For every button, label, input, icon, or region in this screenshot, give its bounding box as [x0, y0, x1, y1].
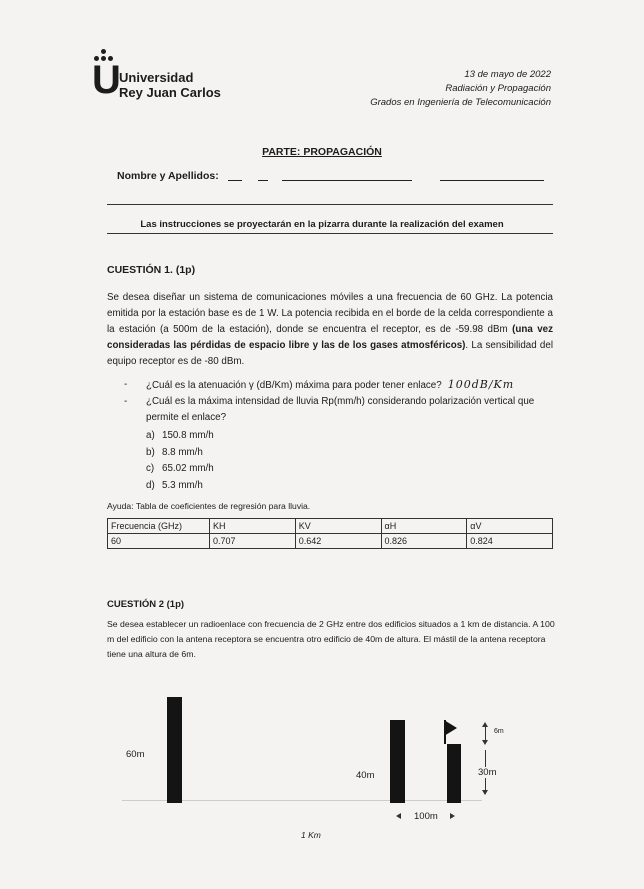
logo-u-mark: U [92, 58, 121, 102]
table-header-cell: αV [467, 519, 553, 534]
header-info [370, 68, 551, 110]
question-1-bullets [124, 377, 574, 426]
q1-bullet-1 [124, 377, 574, 394]
table-header-cell: Frecuencia (GHz) [108, 519, 210, 534]
option-c [146, 461, 214, 478]
label-6m: 6m [494, 728, 504, 735]
degree-name: Grados en Ingeniería de Telecomunicación [370, 97, 551, 108]
q1-text-bold: (una vez consideradas las pérdidas de espacio libre y las de los gases atmosféricos) [107, 324, 553, 351]
table-cell: 0.642 [295, 534, 381, 549]
obstacle-building [390, 720, 405, 803]
option-a [146, 428, 214, 445]
handwritten-answer: 100dB/Km [447, 378, 515, 391]
table-header-cell: αH [381, 519, 467, 534]
exam-date: 13 de mayo de 2022 [464, 69, 551, 80]
table-row [108, 534, 553, 549]
arrow-right-icon [450, 813, 455, 819]
name-line-2 [258, 180, 268, 181]
question-1-statement [107, 290, 553, 370]
q1-bullet-1-text: ¿Cuál es la atenuación γ (dB/Km) máxima para poder tener enlace? [146, 380, 442, 391]
option-letter: a) [146, 430, 155, 441]
arrow-up-icon [482, 722, 488, 727]
table-header-row [108, 519, 553, 534]
dim-6m-line [485, 726, 486, 740]
arrow-down-icon [482, 790, 488, 795]
label-100m: 100m [414, 811, 438, 822]
option-b [146, 445, 214, 462]
instructions-text: Las instrucciones se proyectarán en la pizarra durante la realización del examen [140, 219, 504, 230]
ayuda-caption: Ayuda: Tabla de coeficientes de regresión para lluvia. [107, 501, 311, 511]
option-value: 8.8 mm/h [162, 446, 203, 458]
antenna-mast [444, 720, 446, 744]
label-30m: 30m [478, 767, 497, 778]
subject-name: Radiación y Propagación [445, 83, 551, 94]
q1-options [146, 428, 214, 494]
parte-title: PARTE: PROPAGACIÓN [262, 146, 382, 158]
name-line-1 [228, 180, 242, 181]
table-cell: 0.826 [381, 534, 467, 549]
nombre-label: Nombre y Apellidos: [117, 170, 219, 182]
question-2-title: CUESTIÓN 2 (1p) [107, 599, 185, 610]
option-letter: b) [146, 446, 155, 458]
question-1-title: CUESTIÓN 1. (1p) [107, 264, 196, 276]
divider-top [107, 204, 553, 205]
receiver-building [447, 744, 461, 803]
arrow-down-icon [482, 740, 488, 745]
option-value: 65.02 mm/h [162, 463, 214, 474]
option-letter: c) [146, 463, 155, 474]
label-60m: 60m [126, 749, 145, 760]
q1-bullet-2 [124, 394, 546, 426]
q1-text-part2: . La sensibilidad del equipo receptor es de -80 dBm. [107, 340, 553, 367]
table-cell: 0.707 [210, 534, 296, 549]
q1-text-part1: Se desea diseñar un sistema de comunicaciones móviles a una frecuencia de 60 GHz. La potencia emitida por la estación base es de 1 W. La potencia recibida en el borde de la celda correspondiente a la estación (a 500m de la estación), donde se encuentra el receptor, es de -59.98 dBm [107, 292, 553, 335]
label-1km: 1 Km [301, 830, 321, 840]
label-40m: 40m [356, 770, 375, 781]
table-header-cell: KV [295, 519, 381, 534]
university-logo [92, 48, 232, 108]
logo-line-1: Universidad [119, 70, 194, 85]
question-2-statement: Se desea establecer un radioenlace con frecuencia de 2 GHz entre dos edificios situados a 1 km de distancia. A 100 m del edificio con la antena receptora se encuentra otro edificio de 40m de altura. El mástil de la antena receptora tiene una altura de 6m. [107, 619, 555, 659]
option-value: 150.8 mm/h [162, 430, 214, 441]
transmitter-building [167, 697, 182, 803]
table-header-cell: KH [210, 519, 296, 534]
divider-bottom [107, 233, 553, 234]
option-letter: d) [146, 479, 155, 491]
q1-bullet-2-text: ¿Cuál es la máxima intensidad de lluvia Rp(mm/h) considerando polarización vertical que permite el enlace? [146, 396, 535, 423]
arrow-left-icon [396, 813, 401, 819]
table-cell: 0.824 [467, 534, 553, 549]
table-cell: 60 [108, 534, 210, 549]
name-line-4 [440, 180, 544, 181]
logo-line-2: Rey Juan Carlos [119, 85, 221, 100]
logo-text [119, 70, 221, 100]
option-d [146, 478, 214, 495]
name-line-3 [282, 180, 412, 181]
coefficient-table [107, 518, 553, 549]
option-value: 5.3 mm/h [162, 479, 203, 491]
